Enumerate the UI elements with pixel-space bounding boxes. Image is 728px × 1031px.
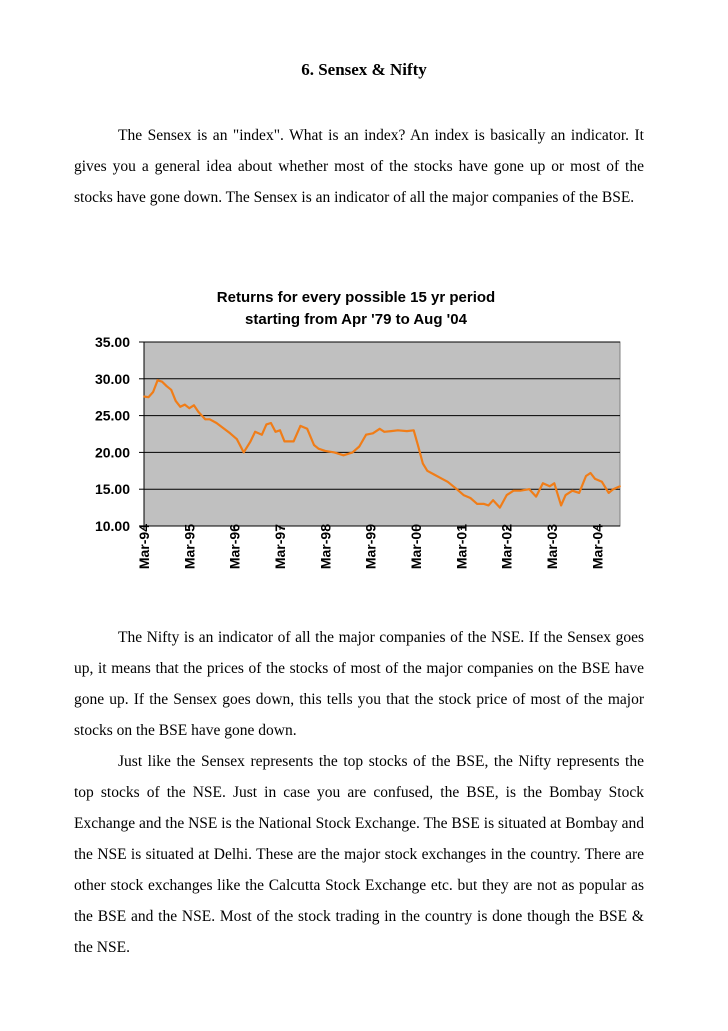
data-point <box>334 452 336 454</box>
data-point <box>499 507 501 509</box>
data-point <box>250 441 252 443</box>
data-point <box>379 428 381 430</box>
y-tick-label: 20.00 <box>94 444 130 461</box>
data-point <box>585 475 587 477</box>
y-tick-label: 35.00 <box>94 334 130 350</box>
data-point <box>209 418 211 420</box>
data-point <box>397 429 399 431</box>
x-tick-label: Mar-04 <box>589 524 606 570</box>
data-point <box>513 490 515 492</box>
data-point <box>229 432 231 434</box>
returns-line-chart <box>60 280 640 600</box>
data-point <box>216 422 218 424</box>
data-point <box>470 497 472 499</box>
data-point <box>143 396 145 398</box>
data-point <box>365 434 367 436</box>
data-point <box>560 505 562 507</box>
x-tick-label: Mar-98 <box>317 524 334 570</box>
data-point <box>422 463 424 465</box>
x-axis-ticks <box>136 524 620 569</box>
section-heading: 6. Sensex & Nifty <box>301 60 427 79</box>
data-point <box>188 407 190 409</box>
data-point <box>352 452 354 454</box>
data-point <box>433 474 435 476</box>
data-point <box>390 430 392 432</box>
x-tick-label: Mar-96 <box>226 524 243 570</box>
data-point <box>166 385 168 387</box>
data-point <box>313 444 315 446</box>
data-point <box>300 425 302 427</box>
data-point <box>506 494 508 496</box>
data-point <box>413 429 415 431</box>
x-tick-label: Mar-95 <box>181 524 198 570</box>
data-point <box>358 446 360 448</box>
data-point <box>279 429 281 431</box>
data-point <box>519 490 521 492</box>
data-point <box>549 485 551 487</box>
data-point <box>157 379 159 381</box>
x-tick-label: Mar-99 <box>362 524 379 570</box>
data-point <box>222 427 224 429</box>
x-tick-label: Mar-02 <box>498 524 515 570</box>
data-point <box>175 400 177 402</box>
data-point <box>148 396 150 398</box>
data-point <box>456 488 458 490</box>
data-point <box>318 448 320 450</box>
data-point <box>440 477 442 479</box>
data-point <box>528 488 530 490</box>
x-tick-label: Mar-94 <box>136 524 152 570</box>
x-tick-label: Mar-03 <box>544 524 560 570</box>
data-point <box>243 452 245 454</box>
y-axis-ticks <box>95 334 144 534</box>
paragraph-nifty: The Nifty is an indicator of all the major companies of the NSE. If the Sensex goes up, it means that the prices of the stocks of most of the major companies on the BSE have gone up. If the Sensex goes down, this tells you that the stock price of most of the major stocks on the BSE have gone down. <box>74 629 644 739</box>
data-point <box>152 391 154 393</box>
plot-area <box>144 342 620 526</box>
data-point <box>565 494 567 496</box>
data-point <box>204 418 206 420</box>
data-point <box>343 454 345 456</box>
data-point <box>406 430 408 432</box>
data-point <box>601 481 603 483</box>
data-point <box>417 446 419 448</box>
data-point <box>426 470 428 472</box>
data-point <box>612 488 614 490</box>
data-point <box>578 492 580 494</box>
y-tick-label: 25.00 <box>94 407 130 424</box>
data-point <box>488 505 490 507</box>
data-point <box>572 490 574 492</box>
data-point <box>284 441 286 443</box>
data-point <box>306 428 308 430</box>
data-point <box>275 431 277 433</box>
data-point <box>542 482 544 484</box>
data-point <box>254 431 256 433</box>
data-point <box>476 503 478 505</box>
data-point <box>266 424 268 426</box>
data-point <box>236 438 238 440</box>
data-point <box>372 432 374 434</box>
data-point <box>161 381 163 383</box>
x-tick-label: Mar-00 <box>408 524 424 570</box>
data-point <box>198 411 200 413</box>
data-point <box>184 404 186 406</box>
data-point <box>261 434 263 436</box>
data-point <box>193 404 195 406</box>
data-point <box>170 389 172 391</box>
chart-title <box>217 289 495 328</box>
data-point <box>608 492 610 494</box>
data-point <box>553 482 555 484</box>
data-point <box>594 478 596 480</box>
data-point <box>324 450 326 452</box>
data-point <box>463 494 465 496</box>
x-tick-label: Mar-97 <box>272 524 288 570</box>
data-point <box>179 406 181 408</box>
data-point <box>619 485 621 487</box>
y-tick-label: 30.00 <box>94 370 130 387</box>
data-point <box>535 496 537 498</box>
paragraph-exchanges: Just like the Sensex represents the top stocks of the BSE, the Nifty represents the top stocks of the NSE. Just in case you are confused, the BSE, is the Bombay Stock Exchange and the NSE is the National Stock Exchange. The BSE is situated at Bombay and the NSE is situated at Delhi. These are the major stock exchanges in the country. There are other stock exchanges like the Calcutta Stock Exchange etc. but they are not as popular as the BSE and the NSE. Most of the stock trading in the country is done though the BSE & the NSE. <box>74 753 644 956</box>
x-tick-label: Mar-01 <box>453 524 470 570</box>
data-point <box>492 499 494 501</box>
data-point <box>293 441 295 443</box>
y-tick-label: 10.00 <box>94 518 130 534</box>
data-point <box>270 422 272 424</box>
data-point <box>483 503 485 505</box>
data-point <box>447 481 449 483</box>
paragraph-sensex: The Sensex is an "index". What is an index? An index is basically an indicator. It gives you a general idea about whether most of the stocks have gone up or most of the stocks have gone down. The Sensex is an indicator of all the major companies of the BSE. <box>74 127 644 206</box>
data-point <box>383 431 385 433</box>
y-tick-label: 15.00 <box>94 481 130 498</box>
chart-title-line: Returns for every possible 15 yr period <box>216 289 496 306</box>
chart-title-line: starting from Apr '79 to Aug '04 <box>245 311 467 328</box>
data-point <box>590 472 592 474</box>
